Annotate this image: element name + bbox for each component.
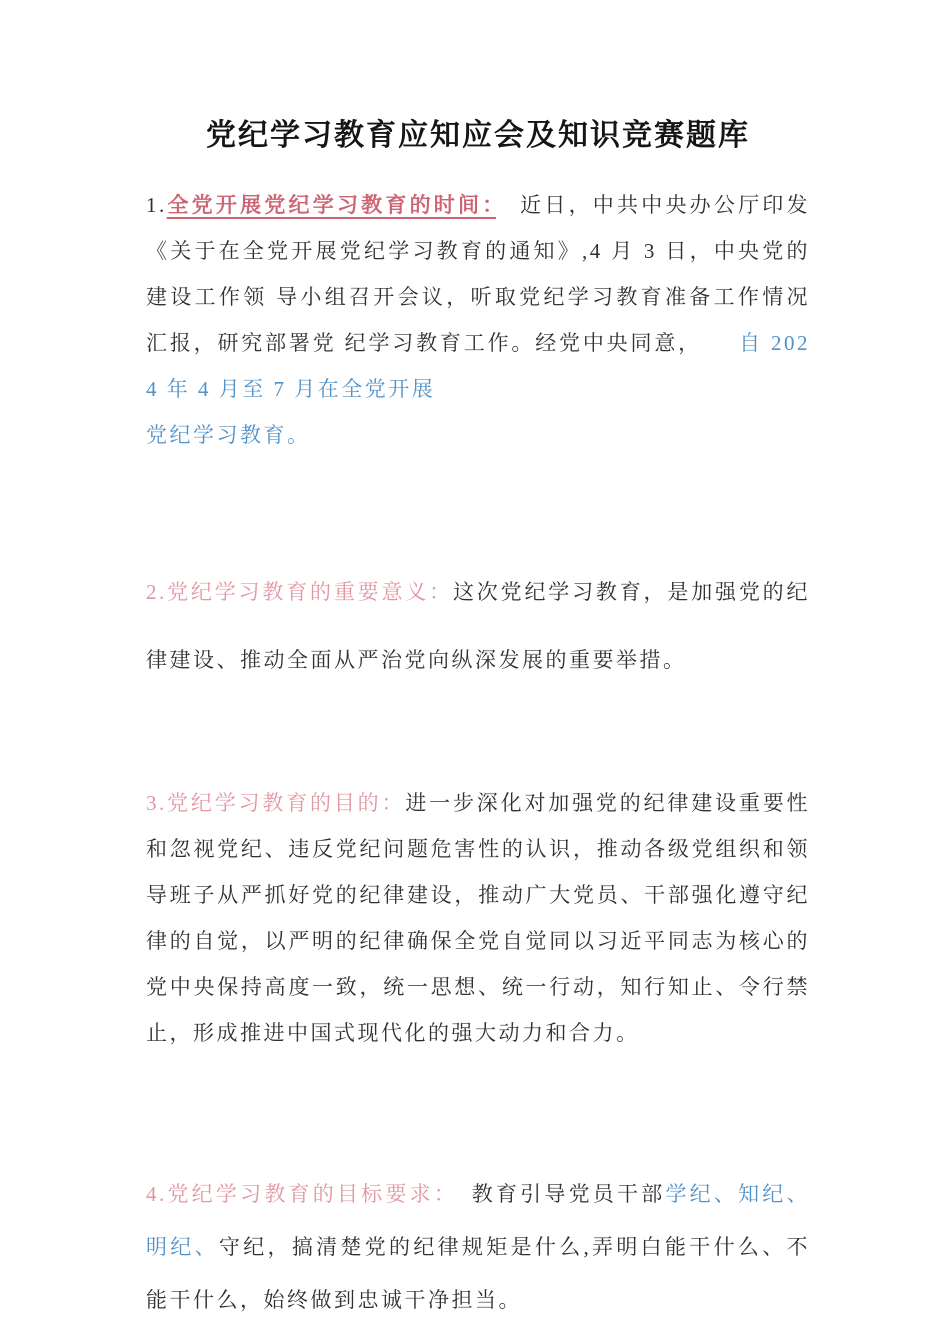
text-run: 教育引导党员干部 [447, 1182, 666, 1206]
text-run: 4.党纪学习教育的目标要求： [146, 1182, 448, 1206]
paragraph-item-4 [146, 1168, 810, 1327]
paragraph-item-1 [146, 182, 810, 412]
text-run: 1. [146, 193, 167, 217]
text-run: 3.党纪学习教育的目的： [146, 791, 406, 815]
text-run: 守纪，搞清楚党的纪律规矩是什么,弄明白能干什么、不能干什么，始终做到忠诚干净担当。 [146, 1235, 811, 1312]
text-run: 2.党纪学习教育的重要意义： [146, 580, 453, 604]
text-run: 自 2024 年 4 月至 7 月在全党开展 [146, 331, 811, 401]
paragraph-item-3 [146, 780, 810, 1056]
paragraph-item-1-continued [146, 412, 810, 458]
paragraph-item-2 [146, 558, 810, 694]
text-run: 这次党纪学习教育，是加强党的纪律建设、推动全面从严治党向纵深发展的重要举措。 [146, 580, 811, 672]
text-run: 进一步深化对加强党的纪律建设重要性和忽视党纪、违反党纪问题危害性的认识，推动各级党组织和领导班子从严抓好党的纪律建设，推动广大党员、干部强化遵守纪律的自觉，以严明的纪律确保全党自觉同以习近平同志为核心的党中央保持高度一致，统一思想、统一行动，知行知止、令行禁止，形成推进中国式现代化的强大动力和合力。 [146, 791, 811, 1045]
text-run: 党纪学习教育。 [146, 423, 311, 447]
text-run: 学纪、知纪、明纪、 [146, 1182, 811, 1259]
text-run: 全党开展党纪学习教育的时间： [166, 193, 496, 217]
document-title: 党纪学习教育应知应会及知识竞赛题库 [206, 119, 750, 152]
text-run: 近日，中共中央办公厅印发《关于在全党开展党纪学习教育的通知》,4 月 3 日，中央党的建设工作领 导小组召开会议，听取党纪学习教育准备工作情况汇报，研究部署党 纪学习教育工作。经党中央同意， [146, 193, 811, 355]
